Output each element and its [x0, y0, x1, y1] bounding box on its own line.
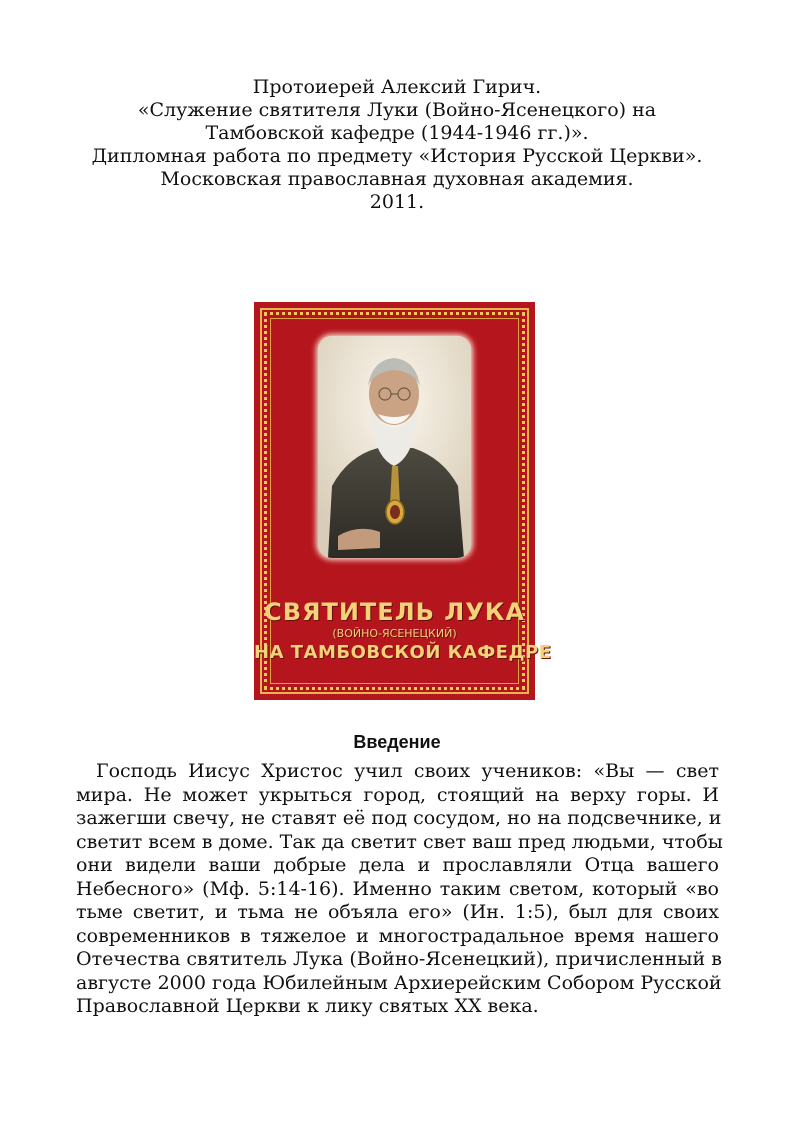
paragraph-line: тьме светит, и тьма не объяла его» (Ин. 1:5), был для своих	[76, 901, 719, 923]
institution-line: Московская православная духовная академия.	[160, 168, 634, 190]
year-line: 2011.	[369, 191, 425, 213]
author-line: Протоиерей Алексий Гирич.	[252, 76, 542, 98]
portrait-frame	[318, 336, 471, 558]
paragraph-line: Отечества святитель Лука (Войно-Ясенецкий), причисленный в	[76, 948, 722, 970]
paragraph-line: Небесного» (Мф. 5:14-16). Именно таким светом, который «во	[76, 877, 719, 900]
paragraph-line: Господь Иисус Христос учил своих учеников: «Вы — свет	[96, 760, 719, 782]
cover-title-bottom: НА ТАМБОВСКОЙ КАФЕДРЕ	[254, 642, 552, 663]
paragraph-line: современников в тяжелое и многострадальное время нашего	[76, 924, 719, 947]
document-header	[0, 76, 794, 214]
book-cover-image	[254, 302, 552, 700]
portrait-illustration	[318, 336, 471, 558]
paragraph-line: они видели ваши добрые дела и прославляли Отца вашего	[76, 854, 719, 876]
paragraph-line: августе 2000 года Юбилейным Архиерейским Собором Русской	[76, 971, 722, 994]
cover-title-sub: (ВОЙНО-ЯСЕНЕЦКИЙ)	[332, 627, 457, 640]
paragraph-line: Православной Церкви к лику святых XX века.	[76, 995, 539, 1017]
introduction-paragraph	[76, 760, 723, 1019]
introduction-heading: Введение	[353, 732, 441, 752]
paragraph-line: зажегши свечу, не ставят её под сосудом, но на подсвечнике, и	[76, 807, 722, 829]
cover-title-main: СВЯТИТЕЛЬ ЛУКА	[264, 598, 525, 626]
title-line-1: «Служение святителя Луки (Войно-Ясенецкого) на	[137, 99, 657, 121]
title-line-2: Тамбовской кафедре (1944-1946 гг.)».	[205, 122, 589, 144]
paragraph-line: мира. Не может укрыться город, стоящий на верху горы. И	[76, 783, 719, 806]
subject-line: Дипломная работа по предмету «История Русской Церкви».	[91, 145, 703, 167]
paragraph-line: светит всем в доме. Так да светит свет ваш пред людьми, чтобы	[76, 830, 723, 853]
